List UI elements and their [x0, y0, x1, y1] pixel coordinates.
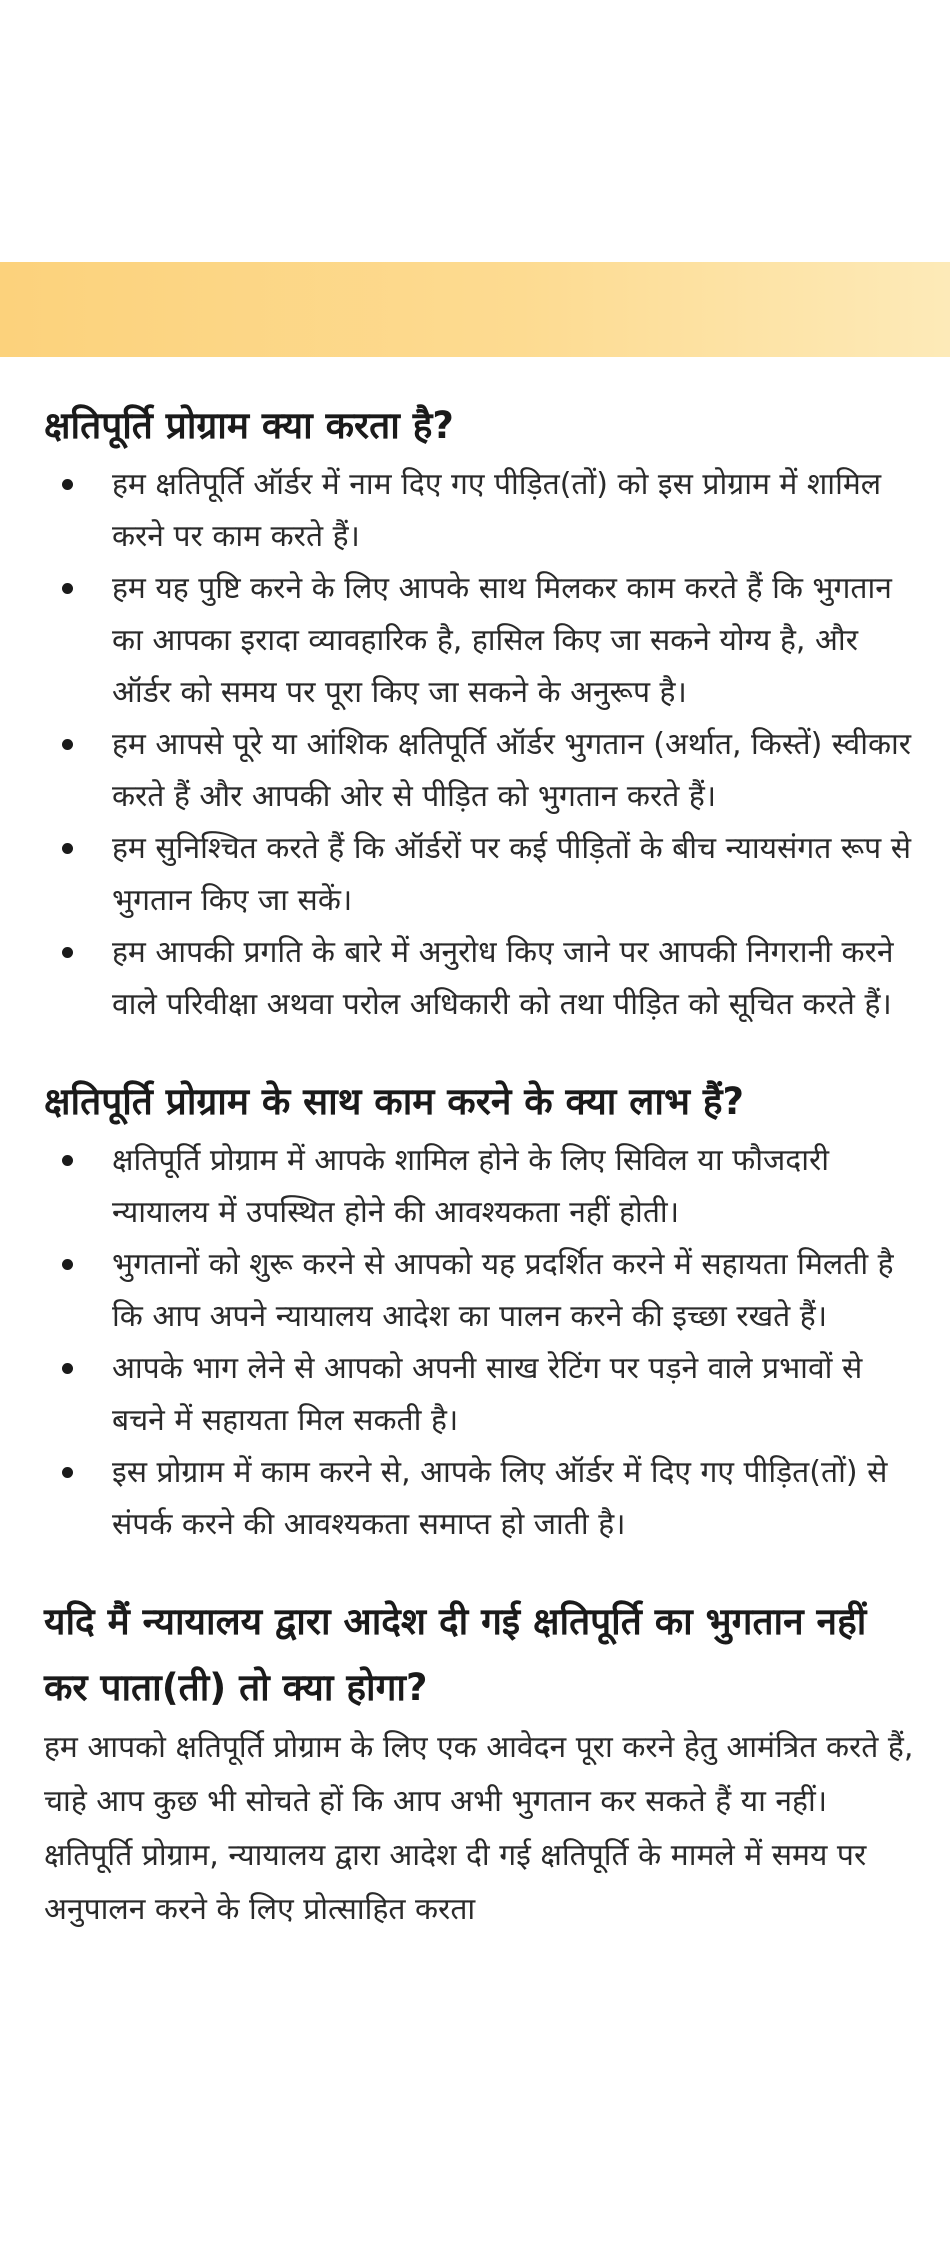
list-item — [44, 459, 920, 563]
list-item-text: भुगतानों को शुरू करने से आपको यह प्रदर्शित करने में सहायता मिलती है कि आप अपने न्यायालय आदेश का पालन करने की इच्छा रखते हैं। — [112, 1247, 894, 1334]
bullet-icon — [62, 1259, 73, 1270]
bullet-icon — [62, 479, 73, 490]
list-item-text: हम यह पुष्टि करने के लिए आपके साथ मिलकर काम करते हैं कि भुगतान का आपका इरादा व्यावहारिक है, हासिल किए जा सकने योग्य है, और ऑर्डर को समय पर पूरा किए जा सकने के अनुरूप है। — [112, 571, 892, 710]
header-banner — [0, 262, 950, 357]
bullet-list — [44, 1135, 920, 1551]
bullet-icon — [62, 583, 73, 594]
section-cannot-pay — [44, 1589, 920, 1937]
list-item-text: हम आपसे पूरे या आंशिक क्षतिपूर्ति ऑर्डर भुगतान (अर्थात, किस्तें) स्वीकार करते हैं और आपकी ओर से पीड़ित को भुगतान करते हैं। — [112, 727, 912, 814]
list-item-text: हम आपकी प्रगति के बारे में अनुरोध किए जाने पर आपकी निगरानी करने वाले परिवीक्षा अथवा परोल अधिकारी को तथा पीड़ित को सूचित करते हैं। — [112, 935, 894, 1022]
list-item-text: हम सुनिश्चित करते हैं कि ऑर्डरों पर कई पीड़ितों के बीच न्यायसंगत रूप से भुगतान किए जा सकें। — [112, 831, 912, 918]
list-item-text: हम क्षतिपूर्ति ऑर्डर में नाम दिए गए पीड़ित(तों) को इस प्रोग्राम में शामिल करने पर काम करते हैं। — [112, 467, 882, 554]
section-heading: क्षतिपूर्ति प्रोग्राम के साथ काम करने के क्या लाभ हैं? — [44, 1080, 744, 1123]
document-content — [0, 357, 950, 1937]
bullet-icon — [62, 843, 73, 854]
bullet-list — [44, 459, 920, 1031]
section-heading: क्षतिपूर्ति प्रोग्राम क्या करता है? — [44, 404, 454, 447]
list-item — [44, 1343, 920, 1447]
list-item — [44, 1239, 920, 1343]
section-benefits — [44, 1069, 920, 1551]
section-paragraph: हम आपको क्षतिपूर्ति प्रोग्राम के लिए एक आवेदन पूरा करने हेतु आमंत्रित करते हैं, चाहे आप कुछ भी सोचते हों कि आप अभी भुगतान कर सकते हैं या नहीं। क्षतिपूर्ति प्रोग्राम, न्यायालय द्वारा आदेश दी गई क्षतिपूर्ति के मामले में समय पर अनुपालन करने के लिए प्रोत्साहित करता — [44, 1730, 914, 1927]
section-heading: यदि मैं न्यायालय द्वारा आदेश दी गई क्षतिपूर्ति का भुगतान नहीं कर पाता(ती) तो क्या होगा? — [44, 1600, 867, 1709]
list-item — [44, 927, 920, 1031]
bullet-icon — [62, 1363, 73, 1374]
list-item-text: क्षतिपूर्ति प्रोग्राम में आपके शामिल होने के लिए सिविल या फौजदारी न्यायालय में उपस्थित होने की आवश्यकता नहीं होती। — [112, 1143, 830, 1230]
list-item — [44, 823, 920, 927]
list-item-text: आपके भाग लेने से आपको अपनी साख रेटिंग पर पड़ने वाले प्रभावों से बचने में सहायता मिल सकती है। — [112, 1351, 863, 1438]
list-item — [44, 719, 920, 823]
top-blank-area — [0, 0, 950, 262]
list-item-text: इस प्रोग्राम में काम करने से, आपके लिए ऑर्डर में दिए गए पीड़ित(तों) से संपर्क करने की आवश्यकता समाप्त हो जाती है। — [112, 1455, 888, 1542]
bullet-icon — [62, 947, 73, 958]
list-item — [44, 563, 920, 719]
bullet-icon — [62, 1155, 73, 1166]
bullet-icon — [62, 739, 73, 750]
bullet-icon — [62, 1467, 73, 1478]
section-what-program-does — [44, 393, 920, 1031]
list-item — [44, 1447, 920, 1551]
list-item — [44, 1135, 920, 1239]
